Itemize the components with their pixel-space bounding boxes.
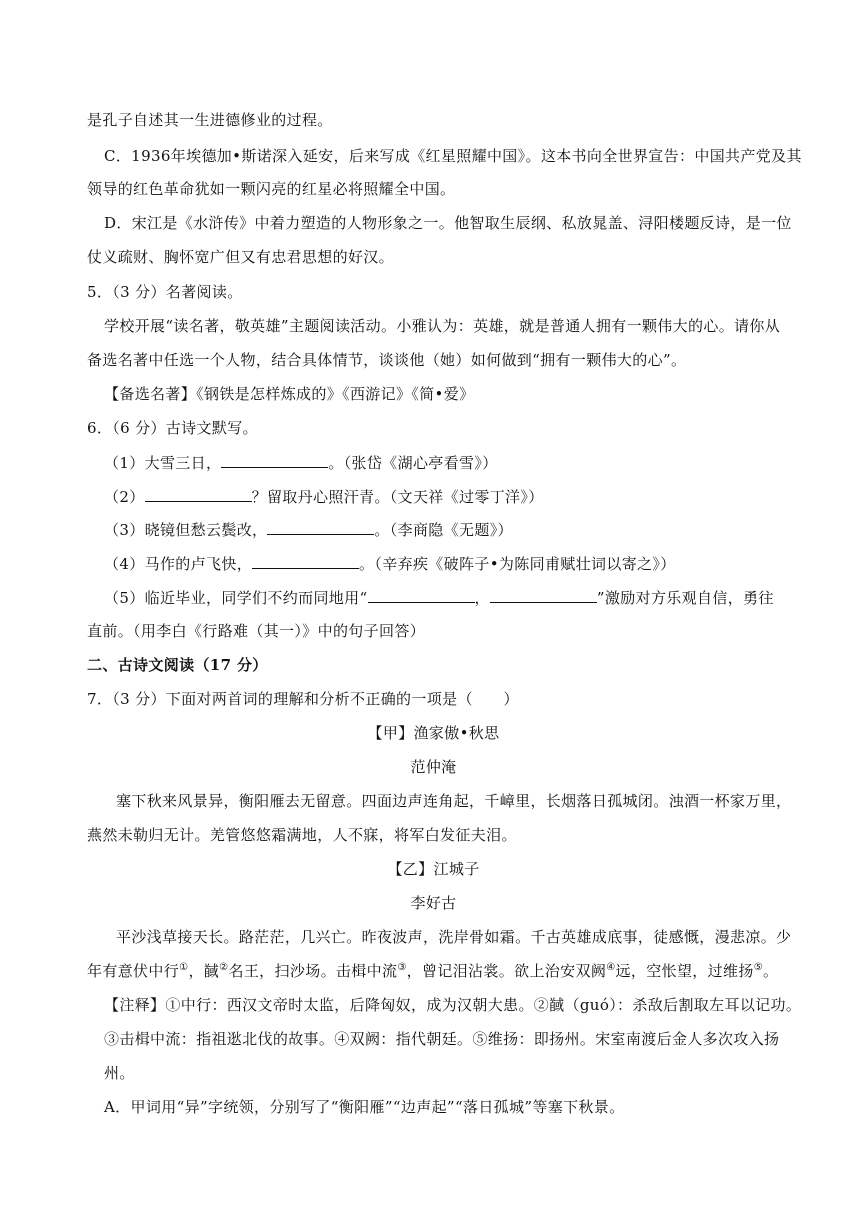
answer-blank[interactable]	[145, 486, 252, 502]
option-d-line: D．宋江是《水浒传》中着力塑造的人物形象之一。他智取生辰纲、私放晁盖、浔阳楼题反诗，是一位	[104, 214, 792, 232]
text-line: 仗义疏财、胸怀宽广但又有忠君思想的好汉。	[87, 248, 395, 266]
poem-b-author: 李好古	[410, 894, 457, 912]
text-line: 直前。（用李白《行路难（其一）》中的句子回答）	[87, 622, 426, 640]
answer-blank[interactable]	[221, 452, 328, 468]
poem-a-body: 燕然未勒归无计。羌管悠悠霜满地，人不寐，将军白发征夫泪。	[87, 826, 517, 844]
answer-blank[interactable]	[252, 553, 359, 569]
annotation: 州。	[104, 1064, 135, 1082]
recitation-item-3: （3）晓镜但愁云鬓改， 。（李商隐《无题》）	[104, 521, 513, 539]
section-2-heading: 二、古诗文阅读（17 分）	[87, 656, 268, 674]
annotation: 【注释】①中行：西汉文帝时太监，后降匈奴，成为汉朝大患。②馘（guó）：杀敌后割取左耳以记功。	[104, 996, 802, 1014]
question-5-heading: 5．（3 分）名著阅读。	[87, 283, 243, 301]
question-5-prompt: 备选名著中任选一个人物，结合具体情节，谈谈他（她）如何做到“拥有一颗伟大的心”。	[87, 351, 687, 369]
recitation-item-1: （1）大雪三日， 。（张岱《湖心亭看雪》）	[104, 454, 498, 472]
recitation-item-2: （2） ？留取丹心照汗青。（文天祥《过零丁洋》）	[104, 488, 544, 506]
recitation-item-5: （5）临近毕业，同学们不约而同地用“ ， ”激励对方乐观自信，勇往	[104, 589, 774, 607]
poem-a-body: 塞下秋来风景异，衡阳雁去无留意。四面边声连角起，千嶂里，长烟落日孤城闭。浊酒一杯家万里，	[116, 792, 792, 810]
question-7-heading: 7．（3 分）下面对两首词的理解和分析不正确的一项是（ ）	[87, 690, 519, 708]
option-a-line: A．甲词用“异”字统领，分别写了“衡阳雁”“边声起”“落日孤城”等塞下秋景。	[104, 1098, 625, 1116]
text-line: 是孔子自述其一生进德修业的过程。	[87, 111, 333, 129]
book-list: 【备选名著】《钢铁是怎样炼成的》《西游记》《简•爱》	[104, 385, 475, 403]
answer-blank[interactable]	[368, 587, 475, 603]
recitation-item-4: （4）马作的卢飞快， 。（辛弃疾《破阵子•为陈同甫赋壮词以寄之》）	[104, 555, 676, 573]
answer-blank[interactable]	[267, 519, 374, 535]
poem-b-body: 平沙浅草接天长。路茫茫，几兴亡。昨夜波声，洗岸骨如霜。千古英雄成底事，徒感慨，漫悲凉。少	[116, 928, 792, 946]
question-5-prompt: 学校开展“读名著，敬英雄”主题阅读活动。小雅认为：英雄，就是普通人拥有一颗伟大的心。请你从	[104, 317, 781, 335]
poem-a-author: 范仲淹	[410, 758, 457, 776]
answer-blank[interactable]	[490, 587, 597, 603]
annotation: ③击楫中流：指祖逖北伐的故事。④双阙：指代朝廷。⑤维扬：即扬州。宋室南渡后金人多次攻入扬	[104, 1030, 780, 1048]
question-6-heading: 6．（6 分）古诗文默写。	[87, 419, 258, 437]
poem-a-title: 【甲】渔家傲•秋思	[367, 724, 500, 742]
poem-b-body: 年有意伏中行①，馘②名王，扫沙场。击楫中流③，曾记泪沾裳。欲上治安双阙④远，空怅望，过维扬⑤。	[87, 962, 779, 980]
text-line: 领导的红色革命犹如一颗闪亮的红星必将照耀全中国。	[87, 180, 456, 198]
poem-b-title: 【乙】江城子	[387, 860, 480, 878]
option-c-line: C．1936年埃德加•斯诺深入延安，后来写成《红星照耀中国》。这本书向全世界宣告：中国共产党及其	[104, 147, 802, 165]
